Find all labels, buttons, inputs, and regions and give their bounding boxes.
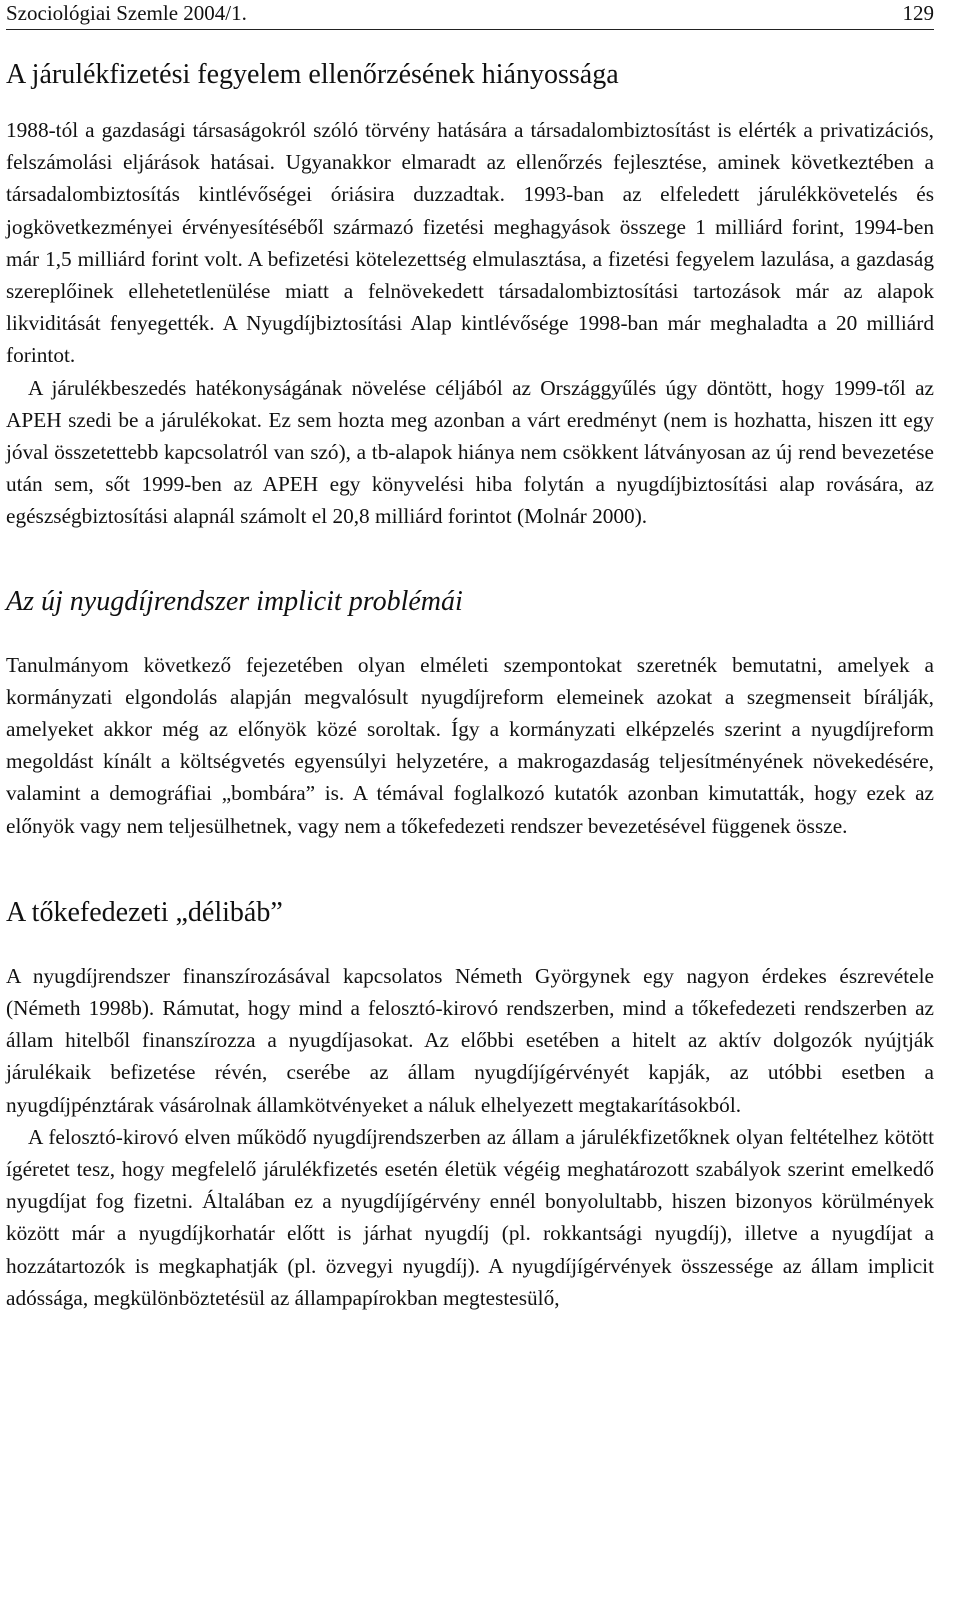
running-head <box>6 0 934 30</box>
section-title: A tőkefedezeti „délibáb” <box>6 896 283 928</box>
paragraph: Tanulmányom következő fejezetében olyan elméleti szempontokat szeretnék bemutatni, amelyek a kormányzati elgondolás alapján megvalósult nyugdíjreform elemeinek azokat a szegmenseit bírálják, amelyeket akkor még az előnyök közé soroltak. Így a kormányzati elképzelés szerint a nyugdíjreform megoldást kínált a költségvetés egyensúlyi helyzetére, a makrogazdaság teljesítményének növekedésére, valamint a demográfiai „bombára” is. A témával foglalkozó kutatók azonban kimutatták, hogy ezek az előnyök vagy nem teljesülhetnek, vagy nem a tőkefedezeti rendszer bevezetésével függenek össze. <box>6 652 934 838</box>
section-title: Az új nyugdíjrendszer implicit problémái <box>6 585 463 617</box>
page-number: 129 <box>902 1 934 25</box>
paragraph: A nyugdíjrendszer finanszírozásával kapcsolatos Németh Györgynek egy nagyon érdekes észrevétele (Németh 1998b). Rámutat, hogy mind a felosztó-kirovó rendszerben, mind a tőkefedezeti rendszerben az állam hitelből finanszírozza a nyugdíjasokat. Az előbbi esetében a hitelt az aktív dolgozók nyújtják járulékaik befizetése révén, cserébe az állam nyugdíjígérvényét kapják, az utóbbi esetben a nyugdíjpénztárak vásárolnak államkötvényeket a náluk elhelyezett megtakarításokból. <box>6 963 934 1117</box>
paragraph: A járulékbeszedés hatékonyságának növelése céljából az Országgyűlés úgy döntött, hogy 1999-től az APEH szedi be a járulékokat. Ez sem hozta meg azonban a várt eredményt (nem is hozhatta, hiszen itt egy jóval összetettebb kapcsolatról van szó), a tb-alapok hiánya nem csökkent látványosan az új rend bevezetése után sem, sőt 1999-ben az APEH egy könyvelési hiba folytán a nyugdíjbiztosítási alap rovására, az egészségbiztosítási alapnál számolt el 20,8 milliárd forintot (Molnár 2000). <box>6 375 934 529</box>
document-page <box>6 0 934 1314</box>
paragraph: A felosztó-kirovó elven működő nyugdíjrendszerben az állam a járulékfizetőknek olyan feltételhez kötött ígéretet tesz, hogy megfelelő járulékfizetés esetén életük végéig meghatározott szabályok szerint emelkedő nyugdíjat fog fizetni. Általában ez a nyugdíjígérvény ennél bonyolultabb, hiszen bizonyos körülmények között már a nyugdíjkorhatár előtt is járhat nyugdíj (pl. rokkantsági nyugdíj), illetve a nyugdíjat a hozzátartozók is megkaphatják (pl. özvegyi nyugdíj). A nyugdíjígérvények összessége az állam implicit adóssága, megkülönböztetésül az állampapírokban megtestesülő, <box>6 1124 934 1310</box>
section-title: A járulékfizetési fegyelem ellenőrzésének hiányossága <box>6 59 619 90</box>
paragraph: 1988-tól a gazdasági társaságokról szóló törvény hatására a társadalombiztosítást is elérték a privatizációs, felszámolási eljárások hatásai. Ugyanakkor elmaradt az ellenőrzés fejlesztése, aminek következtében a társadalombiztosítás kintlévőségei óriásira duzzadtak. 1993-ban az elfeledett járulékkövetelés és jogkövetkezményei érvényesítéséből származó fizetési meghagyások összege 1 milliárd forint, 1994-ben már 1,5 milliárd forint volt. A befizetési kötelezettség elmulasztása, a fizetési fegyelem lazulása, a gazdaság szereplőinek ellehetetlenülése miatt a felnövekedett társadalombiztosítási tartozások már az alapok likviditását fenyegették. A Nyugdíjbiztosítási Alap kintlévősége 1998-ban már meghaladta a 20 milliárd forintot. <box>6 118 934 368</box>
journal-title: Szociológiai Szemle 2004/1. <box>6 1 247 25</box>
